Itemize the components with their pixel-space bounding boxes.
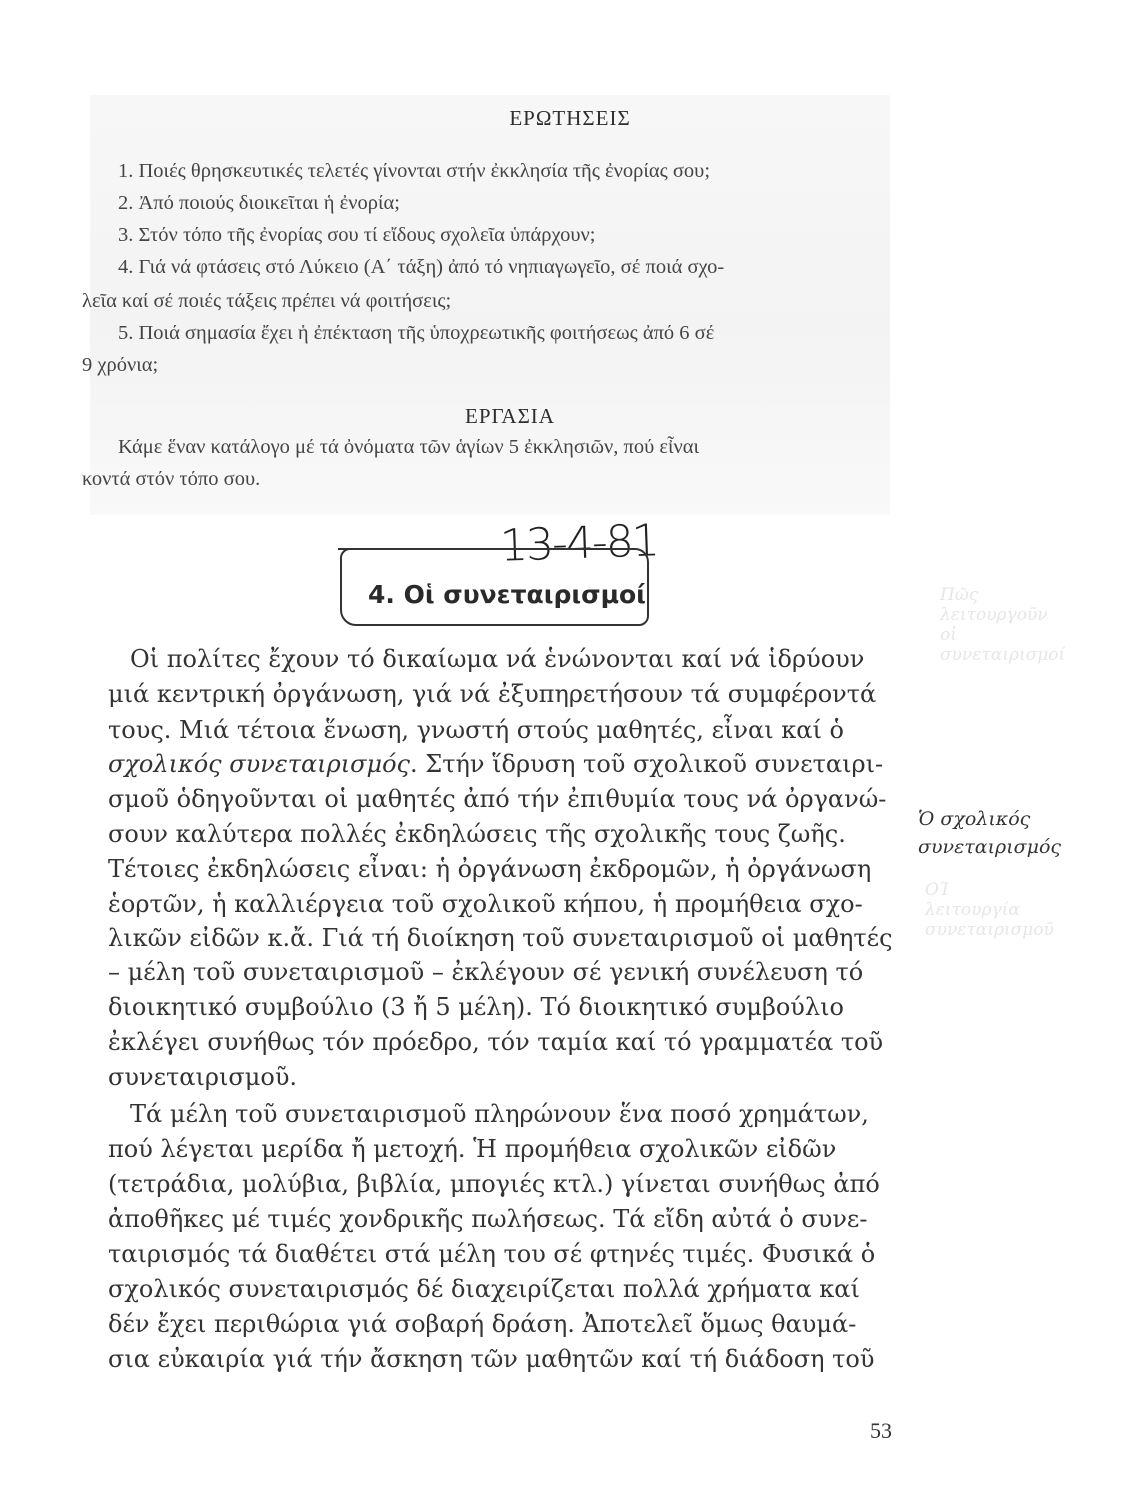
paragraph1-line-3: τους. Μιά τέτοια ἕνωση, γνωστή στούς μαθητές, εἶναι καί ὁ <box>108 716 844 744</box>
questions-heading: ΕΡΩΤΗΣΕΙΣ <box>509 106 631 130</box>
section-title: 4. Οἱ συνεταιρισμοί <box>368 580 646 609</box>
paragraph2-line-3: (τετράδια, μολύβια, βιβλία, μπογιές κτλ.) γίνεται συνήθως ἀπό <box>108 1170 880 1198</box>
paragraph2-line-4: ἀποθῆκες μέ τιμές χονδρικῆς πωλήσεως. Τά εἴδη αὐτά ὁ συνε- <box>108 1205 868 1233</box>
question-5: 5. Ποιά σημασία ἔχει ἡ ἐπέκταση τῆς ὑποχρεωτικῆς φοιτήσεως ἀπό 6 σέ <box>118 322 715 344</box>
question-4: 4. Γιά νά φτάσεις στό Λύκειο (Α΄ τάξη) ἀπό τό νηπιαγωγεῖο, σέ ποιά σχο- <box>118 256 725 278</box>
question-5-cont: 9 χρόνια; <box>82 354 159 376</box>
paragraph1-line-2: μιά κεντρική ὀργάνωση, γιά νά ἐξυπηρετήσουν τά συμφέροντά <box>108 680 877 708</box>
paragraph1-line-11: διοικητικό συμβούλιο (3 ἤ 5 μέλη). Τό διοικητικό συμβούλιο <box>108 993 844 1021</box>
paragraph1-line-7: Τέτοιες ἐκδηλώσεις εἶναι: ἡ ὀργάνωση ἐκδρομῶν, ἡ ὀργάνωση <box>108 855 872 883</box>
handwritten-date: 13-4-81 <box>499 515 659 572</box>
paragraph2-line-6: σχολικός συνεταιρισμός δέ διαχειρίζεται πολλά χρήματα καί <box>108 1275 860 1303</box>
paragraph1-line-10: – μέλη τοῦ συνεταιρισμοῦ – ἐκλέγουν σέ γενική συνέλευση τό <box>108 958 864 986</box>
paragraph2-line-8: σια εὐκαιρία γιά τήν ἄσκηση τῶν μαθητῶν καί τή διάδοση τοῦ <box>108 1345 875 1373</box>
paragraph1-line-1: Οἱ πολίτες ἔχουν τό δικαίωμα νά ἑνώνονται καί νά ἱδρύουν <box>130 645 865 673</box>
margin-note-line-2: συνεταιρισμός <box>918 836 1062 858</box>
page-number: 53 <box>870 1418 892 1443</box>
paragraph1-line-8: ἑορτῶν, ἡ καλλιέργεια τοῦ σχολικοῦ κήπου, ἡ προμήθεια σχο- <box>108 890 863 918</box>
question-3: 3. Στόν τόπο τῆς ἐνορίας σου τί εἴδους σχολεῖα ὑπάρχουν; <box>118 224 596 246</box>
bleed-through-note-2: ΟΊ λειτουργία συνεταιρισμοῦ <box>925 880 1054 940</box>
paragraph1-line-4: σχολικός συνεταιρισμός. Στήν ἵδρυση τοῦ σχολικοῦ συνεταιρι- <box>108 750 884 778</box>
paragraph2-line-5: ταιρισμός τά διαθέτει στά μέλη του σέ φτηνές τιμές. Φυσικά ὁ <box>108 1240 876 1268</box>
paragraph1-line-6: σουν καλύτερα πολλές ἐκδηλώσεις τῆς σχολικῆς τους ζωῆς. <box>108 820 846 848</box>
paragraph2-line-2: πού λέγεται μερίδα ἤ μετοχή. Ἡ προμήθεια σχολικῶν εἰδῶν <box>108 1135 837 1163</box>
paragraph1-line-13: συνεταιρισμοῦ. <box>108 1063 298 1091</box>
task-line-1: Κάμε ἕναν κατάλογο μέ τά ὀνόματα τῶν ἁγίων 5 ἐκκλησιῶν, πού εἶναι <box>118 436 699 458</box>
question-1: 1. Ποιές θρησκευτικές τελετές γίνονται στήν ἐκκλησία τῆς ἐνορίας σου; <box>118 160 711 182</box>
task-heading: ΕΡΓΑΣΙΑ <box>465 404 555 428</box>
question-2: 2. Ἀπό ποιούς διοικεῖται ἡ ἐνορία; <box>118 192 400 214</box>
margin-note-line-1: Ὁ σχολικός <box>918 808 1031 830</box>
paragraph1-line-12: ἐκλέγει συνήθως τόν πρόεδρο, τόν ταμία καί τό γραμματέα τοῦ <box>108 1028 884 1056</box>
bleed-through-note: Πῶς λειτουργοῦν οἱ συνεταιρισμοί <box>940 585 1066 665</box>
paragraph1-line-5: σμοῦ ὁδηγοῦνται οἱ μαθητές ἀπό τήν ἐπιθυμία τους νά ὀργανώ- <box>108 785 887 813</box>
paragraph2-line-7: δέν ἔχει περιθώρια γιά σοβαρή δράση. Ἀποτελεῖ ὅμως θαυμά- <box>108 1310 857 1338</box>
paragraph1-line-9: λικῶν εἰδῶν κ.ἄ. Γιά τή διοίκηση τοῦ συνεταιρισμοῦ οἱ μαθητές <box>108 924 893 952</box>
italic-term: σχολικός συνεταιρισμός <box>108 750 410 778</box>
task-line-2: κοντά στόν τόπο σου. <box>82 468 261 490</box>
question-4-cont: λεῖα καί σέ ποιές τάξεις πρέπει νά φοιτήσεις; <box>82 290 452 312</box>
paragraph2-line-1: Τά μέλη τοῦ συνεταιρισμοῦ πληρώνουν ἕνα ποσό χρημάτων, <box>130 1100 869 1128</box>
